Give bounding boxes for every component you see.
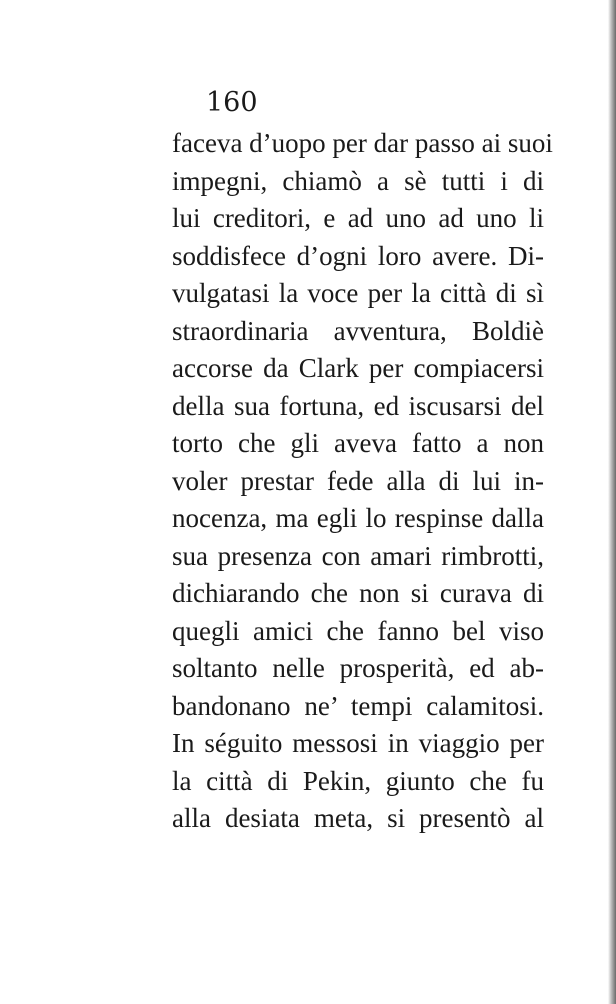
text-line: accorse da Clark per compiacersi — [172, 353, 544, 383]
text-line: straordinaria avventura, Boldiè — [172, 315, 544, 346]
page-number: 160 — [206, 87, 258, 118]
text-line: bandonano ne’ tempi calamitosi. — [172, 690, 544, 721]
page-edge-shadow — [608, 0, 616, 1004]
text-line: In séguito messosi in viaggio per — [172, 728, 544, 758]
text-line: torto che gli aveva fatto a non — [172, 428, 544, 458]
text-line: la città di Pekin, giunto che fu — [172, 765, 544, 796]
text-line: lui creditori, e ad uno ad uno li — [172, 203, 544, 233]
text-line: quegli amici che fanno bel viso — [172, 615, 544, 646]
text-line: alla desiata meta, si presentò al — [172, 803, 544, 833]
text-line: faceva d’uopo per dar passo ai suoi — [172, 128, 553, 158]
text-line: sua presenza con amari rimbrotti, — [172, 540, 544, 571]
text-line: soltanto nelle prosperità, ed ab- — [172, 653, 544, 683]
text-line: voler prestar fede alla di lui in- — [172, 465, 544, 496]
body-text — [172, 125, 553, 838]
text-line: dichiarando che non si curava di — [172, 578, 544, 608]
text-line: nocenza, ma egli lo respinse dalla — [172, 503, 544, 533]
text-line: della sua fortuna, ed iscusarsi del — [172, 390, 544, 421]
text-line: vulgatasi la voce per la città di sì — [172, 278, 544, 308]
text-line: soddisfece d’ogni loro avere. Di- — [172, 240, 544, 271]
text-line: impegni, chiamò a sè tutti i di — [172, 165, 544, 196]
